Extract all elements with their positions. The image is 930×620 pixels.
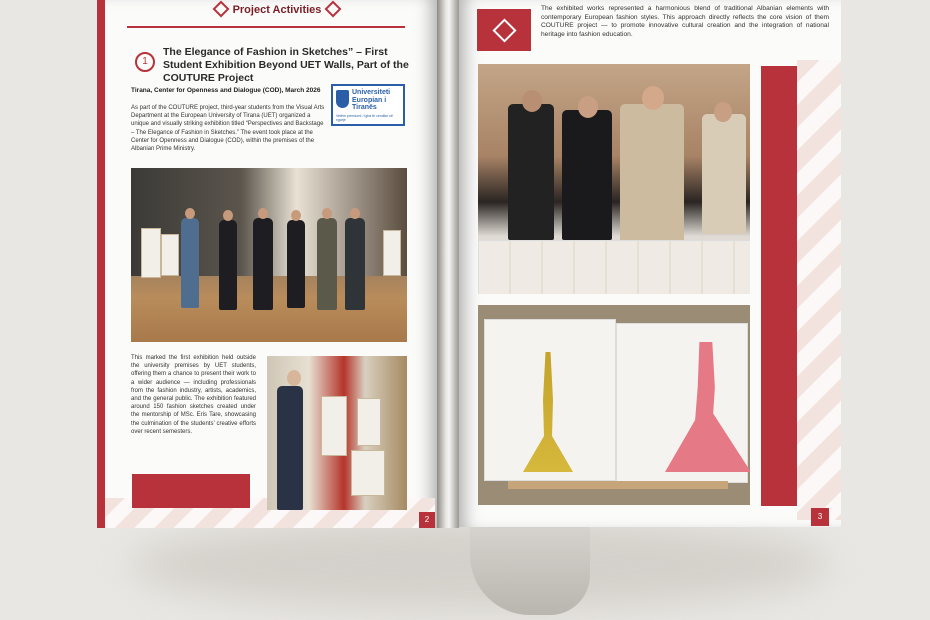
easel-sketch xyxy=(357,398,381,446)
easel-sketch xyxy=(383,230,401,276)
person-head xyxy=(322,208,332,219)
person xyxy=(508,104,554,240)
header-rule xyxy=(127,26,405,28)
yellow-gown-sketch xyxy=(484,319,616,481)
person xyxy=(620,104,684,244)
left-page xyxy=(97,0,437,528)
person-head xyxy=(185,208,195,219)
accent-block xyxy=(132,474,250,508)
person-head xyxy=(642,86,664,110)
page-number: 3 xyxy=(811,508,829,526)
person-head xyxy=(291,210,301,221)
intro-paragraph: As part of the COUTURE project, third-year students from the Visual Arts Department at the European University of Tirana (UET) organized a unique and visually striking exhibition titled “Perspectives and Backstage – The Elegance of Fashion in Sketches.” The event took place at the Center for Openness and Dialogue (COD), within the premises of the Albanian Prime Ministry. xyxy=(131,105,325,153)
sketch-table xyxy=(478,240,750,294)
person-head xyxy=(258,208,268,219)
person-head xyxy=(578,96,598,118)
easel-sketch xyxy=(321,396,347,456)
person xyxy=(702,114,746,234)
diamond-icon xyxy=(212,1,229,18)
page-number: 2 xyxy=(419,512,435,528)
person xyxy=(317,218,337,310)
right-page xyxy=(459,0,841,527)
pattern-icon-block xyxy=(477,9,531,51)
gown-drawing xyxy=(665,342,750,472)
easel-ledge xyxy=(508,481,728,489)
easel-sketch xyxy=(161,234,179,276)
logo-line: Universiteti xyxy=(352,89,391,96)
gown-sketches-photo xyxy=(478,305,750,505)
section-title: The Elegance of Fashion in Sketches” – First Student Exhibition Beyond UET Walls, Part of the COUTURE Project xyxy=(163,46,409,84)
person xyxy=(345,218,365,310)
summary-paragraph: The exhibited works represented a harmonious blend of traditional Albanian elements with contemporary European fashion styles. This approach directly reflects the core vision of them COUTURE project — to promote innovative cultural creation and the integration of national heritage into fashion education. xyxy=(541,5,829,38)
person-head xyxy=(223,210,233,221)
left-accent-bar xyxy=(97,0,105,528)
easel-sketch xyxy=(351,450,385,496)
logo-line: Europian i xyxy=(352,96,387,104)
person xyxy=(253,218,273,310)
exhibition-paragraph: This marked the first exhibition held outside the university premises by UET students, offering them a chance to present their work to a wider audience — including professionals from the fashion industry, artists, academics, and the general public. The exhibition featured around 150 fashion sketches created under the mentorship of MSc. Eris Tare, showcasing the culmination of the students’ creative efforts over recent semesters. xyxy=(131,355,256,435)
logo-text xyxy=(352,89,390,112)
person-head xyxy=(714,102,732,122)
group-photo xyxy=(131,168,407,342)
shield-icon xyxy=(336,90,349,108)
visitor-photo xyxy=(267,356,407,510)
person xyxy=(277,386,303,510)
place-date: Tirana, Center for Openness and Dialogue (COD), March 2026 xyxy=(131,87,321,94)
section-number-badge: 1 xyxy=(135,52,155,72)
easel-sketch xyxy=(141,228,161,278)
diamond-icon xyxy=(325,1,342,18)
person-head xyxy=(522,90,542,112)
right-accent-bar xyxy=(761,66,797,506)
gown-drawing xyxy=(523,352,573,472)
university-logo xyxy=(331,84,405,126)
logo-line: Tiranës xyxy=(352,104,377,111)
visitors-viewing-sketches-photo xyxy=(478,64,750,294)
book-spine xyxy=(437,0,459,528)
person xyxy=(562,110,612,240)
header-title: Project Activities xyxy=(232,4,322,16)
chevron-pattern xyxy=(797,60,841,520)
person xyxy=(287,220,305,308)
person-head xyxy=(287,370,301,386)
pink-gown-sketch xyxy=(616,323,748,483)
diamond-icon xyxy=(492,18,516,42)
person-head xyxy=(350,208,360,219)
person xyxy=(181,218,199,308)
logo-motto: Vetëm premium! / Igba të vendike në ngarje xyxy=(336,114,394,122)
person xyxy=(219,220,237,310)
